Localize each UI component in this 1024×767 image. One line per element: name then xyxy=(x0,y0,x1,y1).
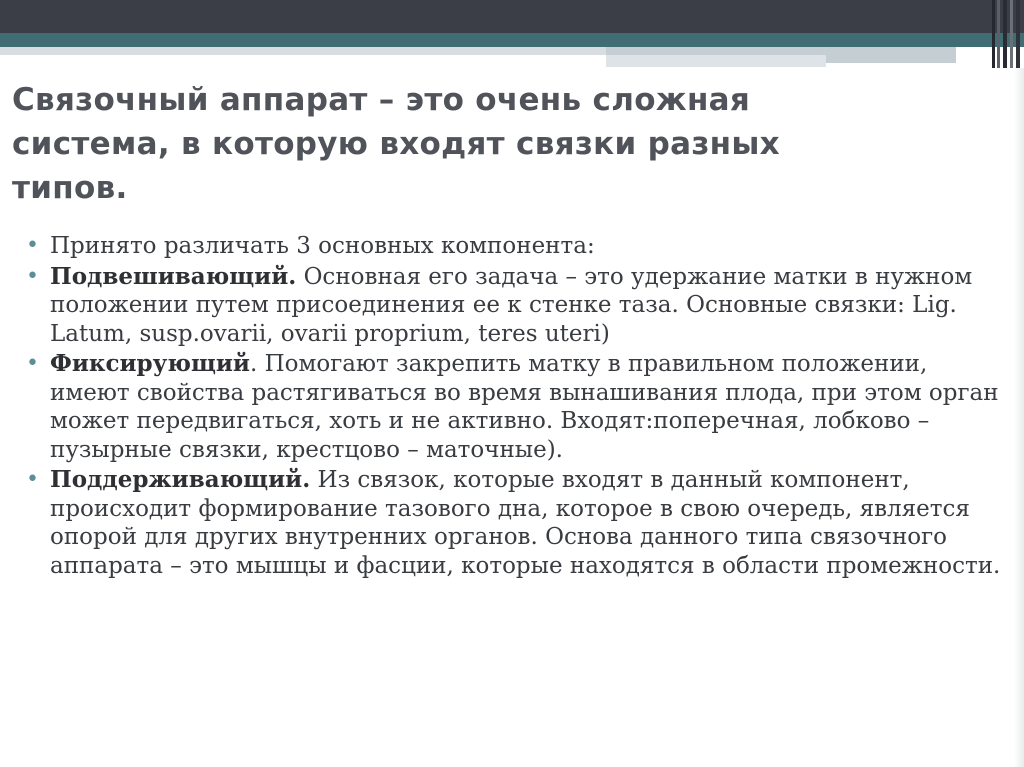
header-dark-bar xyxy=(0,0,1024,33)
bullet-text: Основная его задача – это удержание матки в нужном положении путем присоединения ее к стенке таза. Основные связки: Lig. Latum, susp.ovarii, ovarii proprium, teres uteri) xyxy=(50,263,973,347)
bullet-icon: • xyxy=(26,263,39,289)
bullet-icon: • xyxy=(26,233,39,258)
bullet-icon: • xyxy=(26,351,39,376)
slide-edge-shadow xyxy=(1014,68,1024,767)
bullet-heading: Фиксирующий xyxy=(50,350,250,377)
decorative-stripe xyxy=(997,0,1000,68)
bullet-text: Принято различать 3 основных компонента: xyxy=(50,233,595,259)
bullet-icon: • xyxy=(26,467,39,492)
decorative-stripe xyxy=(1016,0,1020,68)
header-light-bar-accent xyxy=(606,55,826,67)
bullet-item xyxy=(26,466,1006,580)
decorative-stripe xyxy=(1010,0,1013,68)
header-teal-bar xyxy=(0,33,1024,47)
bullet-heading: Поддерживающий. xyxy=(50,466,311,493)
bullet-heading: Подвешивающий. xyxy=(50,262,297,290)
decorative-stripe xyxy=(1003,0,1007,68)
bullet-text: Из связок, которые входят в данный компонент, происходит формирование тазового дна, которое в свою очередь, является опорой для других внутренних органов. Основа данного типа связочного аппарата – это мышцы и фасции, которые находятся в области промежности. xyxy=(50,467,1001,579)
bullet-item xyxy=(26,232,1006,261)
slide-title: Связочный аппарат – это очень сложная система, в которую входят связки разных типов. xyxy=(12,82,780,206)
header-light-bar xyxy=(0,47,606,55)
decorative-stripe xyxy=(992,0,995,68)
bullet-text: . Помогают закрепить матку в правильном положении, имеют свойства растягиваться во время вынашивания плода, при этом орган может передвигаться, хоть и не активно. Входят:поперечная, лобково – пузырные связки, крестцово – маточные). xyxy=(50,351,999,463)
bullet-item xyxy=(26,350,1006,464)
bullet-list xyxy=(26,232,1006,582)
bullet-item xyxy=(26,263,1006,349)
